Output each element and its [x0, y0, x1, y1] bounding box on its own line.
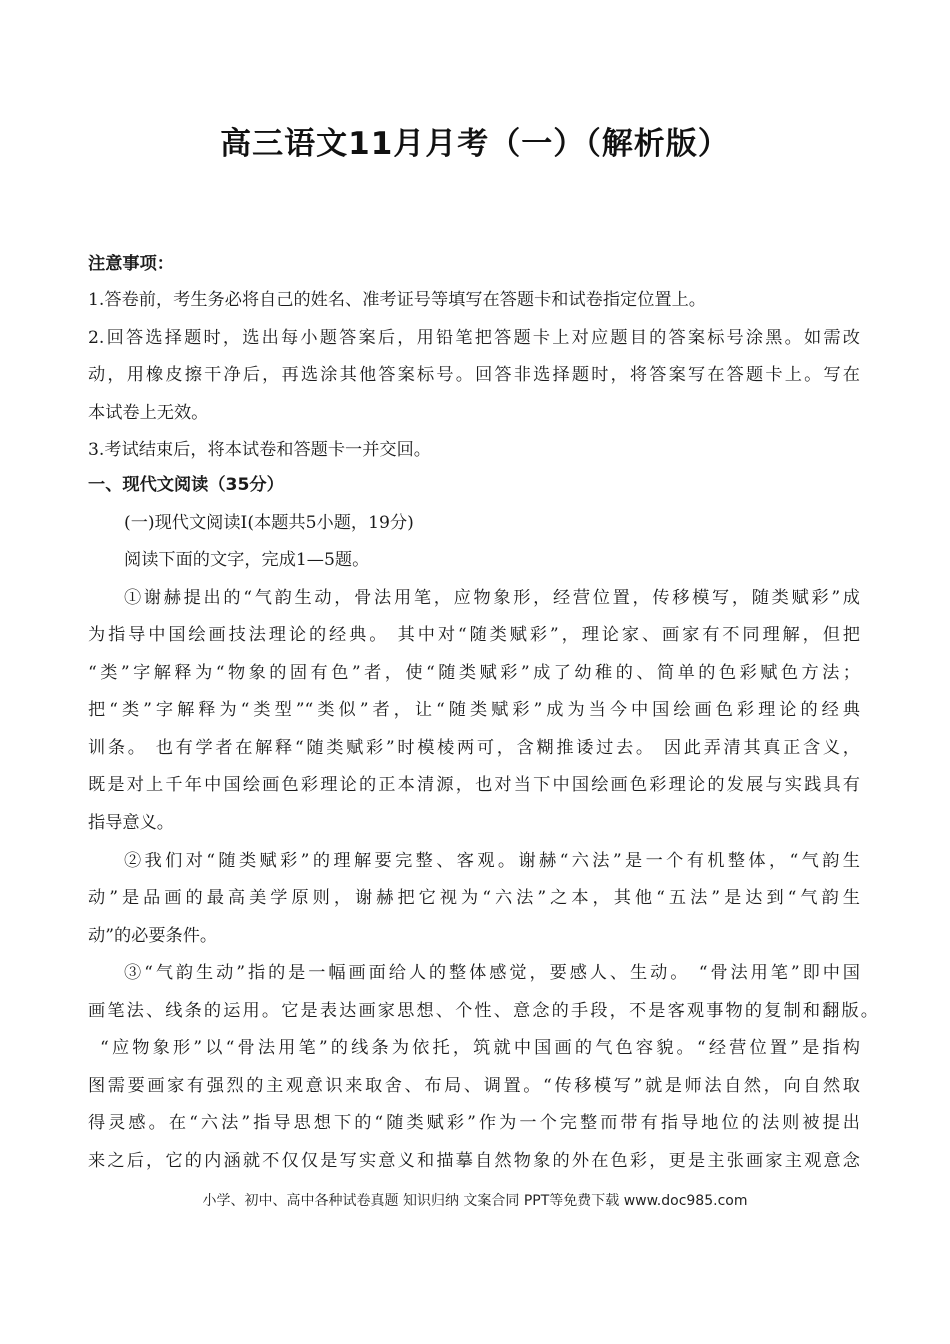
- page-title: 高三语文11月月考（一）（解析版）: [220, 126, 730, 162]
- notice-item-2-line-3: 本试卷上无效。: [88, 403, 209, 423]
- passage-line: ③“气韵生动”指的是一幅画面给人的整体感觉，要感人、生动。 “骨法用笔”即中国: [124, 963, 860, 983]
- page-footer: 小学、初中、高中各种试卷真题 知识归纳 文案合同 PPT等免费下载 www.doc985.com: [202, 1193, 748, 1209]
- notice-item-2-line-2: 动，用橡皮擦干净后，再选涂其他答案标号。回答非选择题时，将答案写在答题卡上。写在: [88, 365, 860, 385]
- section-heading: 一、现代文阅读（35分）: [88, 475, 284, 495]
- passage-line: 动”的必要条件。: [88, 926, 218, 946]
- passage-line: 训条。 也有学者在解释“随类赋彩”时模棱两可，含糊推诿过去。 因此弄清其真正含义，: [88, 738, 860, 758]
- passage-line: ①谢赫提出的“气韵生动，骨法用笔，应物象形，经营位置，传移模写，随类赋彩”成: [124, 588, 860, 608]
- passage-line: 画笔法、线条的运用。它是表达画家思想、个性、意念的手段，不是客观事物的复制和翻版。: [88, 1001, 878, 1021]
- notice-item-3: 3.考试结束后，将本试卷和答题卡一并交回。: [88, 440, 431, 460]
- passage-line: 图需要画家有强烈的主观意识来取舍、布局、调置。“传移模写”就是师法自然，向自然取: [88, 1076, 860, 1096]
- passage-line: 为指导中国绘画技法理论的经典。 其中对“随类赋彩”，理论家、画家有不同理解，但把: [88, 625, 860, 645]
- sub-section-heading: (一)现代文阅读Ⅰ(本题共5小题，19分): [124, 513, 414, 533]
- passage-line: ②我们对“随类赋彩”的理解要完整、客观。谢赫“六法”是一个有机整体，“气韵生: [124, 851, 860, 871]
- passage-line: 既是对上千年中国绘画色彩理论的正本清源，也对当下中国绘画色彩理论的发展与实践具有: [88, 775, 860, 795]
- passage-line: 把“类”字解释为“类型”“类似”者，让“随类赋彩”成为当今中国绘画色彩理论的经典: [88, 700, 860, 720]
- passage-line: 得灵感。在“六法”指导思想下的“随类赋彩”作为一个完整而带有指导地位的法则被提出: [88, 1113, 860, 1133]
- notice-item-2-line-1: 2.回答选择题时，选出每小题答案后，用铅笔把答题卡上对应题目的答案标号涂黑。如需改: [88, 328, 860, 348]
- passage-line: 动”是品画的最高美学原则，谢赫把它视为“六法”之本，其他“五法”是达到“气韵生: [88, 888, 860, 908]
- passage-line: 来之后，它的内涵就不仅仅是写实意义和描摹自然物象的外在色彩，更是主张画家主观意念: [88, 1151, 860, 1171]
- passage-line: “类”字解释为“物象的固有色”者，使“随类赋彩”成了幼稚的、简单的色彩赋色方法；: [88, 663, 860, 683]
- notice-heading: 注意事项：: [88, 254, 174, 274]
- reading-instruction: 阅读下面的文字，完成1—5题。: [124, 550, 370, 570]
- passage-line: “应物象形”以“骨法用笔”的线条为依托，筑就中国画的气色容貌。“经营位置”是指构: [100, 1038, 860, 1058]
- notice-item-1: 1.答卷前，考生务必将自己的姓名、准考证号等填写在答题卡和试卷指定位置上。: [88, 290, 706, 310]
- passage-line: 指导意义。: [88, 813, 174, 833]
